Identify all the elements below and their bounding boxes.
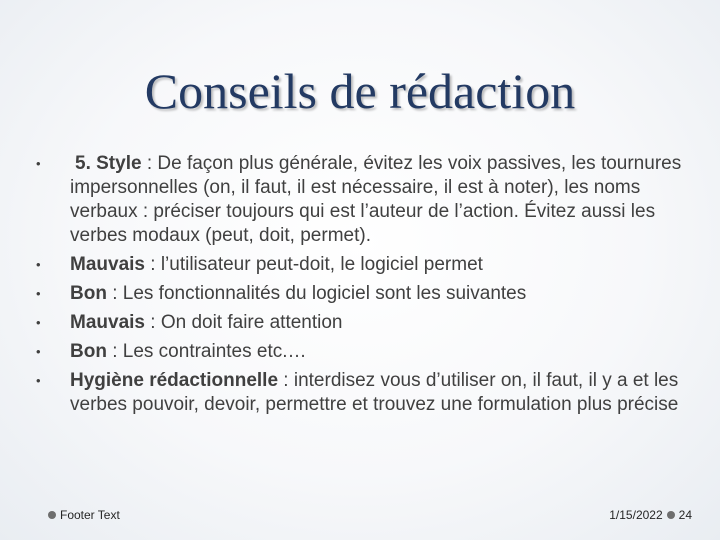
bullet-item-hygiene bbox=[36, 369, 686, 417]
bullet-text: : interdisez vous d’utiliser on, il faut, il y a et les verbes pouvoir, devoir, permettre et trouvez une formulation plus précise bbox=[70, 370, 679, 415]
bullet-icon: • bbox=[36, 257, 41, 272]
bullet-lead: Mauvais bbox=[70, 254, 145, 275]
bullet-icon: • bbox=[36, 286, 41, 301]
footer-date: 1/15/2022 bbox=[609, 508, 663, 522]
bullet-text: : Les fonctionnalités du logiciel sont les suivantes bbox=[106, 283, 527, 304]
bullet-text: : Les contraintes etc.… bbox=[106, 341, 307, 362]
footer-text: Footer Text bbox=[60, 508, 120, 522]
bullet-text: : On doit faire attention bbox=[144, 312, 343, 333]
footer-dot-icon bbox=[48, 511, 56, 519]
bullet-lead: 5. Style bbox=[75, 153, 142, 174]
bullet-lead: Bon bbox=[70, 341, 107, 362]
footer-left bbox=[44, 507, 120, 523]
page-number: 24 bbox=[678, 508, 692, 522]
bullet-icon: • bbox=[36, 156, 41, 171]
bullet-item-mauvais-2 bbox=[36, 311, 686, 335]
bullet-lead: Hygiène rédactionnelle bbox=[70, 370, 279, 391]
bullet-item-style bbox=[36, 152, 686, 248]
bullet-lead: Mauvais bbox=[70, 312, 145, 333]
bullet-list bbox=[36, 152, 686, 422]
bullet-icon: • bbox=[36, 373, 41, 388]
bullet-item-bon-2 bbox=[36, 340, 686, 364]
footer-right bbox=[609, 507, 692, 523]
slide-title: Conseils de rédaction bbox=[144, 63, 576, 119]
bullet-text: : De façon plus générale, évitez les voix passives, les tournures impersonnelles (on, il faut, il est nécessaire, il est à noter), les noms verbaux : préciser toujours qui est l’auteur de l’action. Évitez aussi les verbes modaux (peut, doit, permet). bbox=[70, 153, 682, 246]
bullet-icon: • bbox=[36, 315, 41, 330]
bullet-lead: Bon bbox=[70, 283, 107, 304]
footer-dot-icon bbox=[667, 511, 675, 519]
bullet-item-mauvais-1 bbox=[36, 253, 686, 277]
bullet-item-bon-1 bbox=[36, 282, 686, 306]
bullet-icon: • bbox=[36, 344, 41, 359]
bullet-text: : l’utilisateur peut-doit, le logiciel permet bbox=[144, 254, 483, 275]
